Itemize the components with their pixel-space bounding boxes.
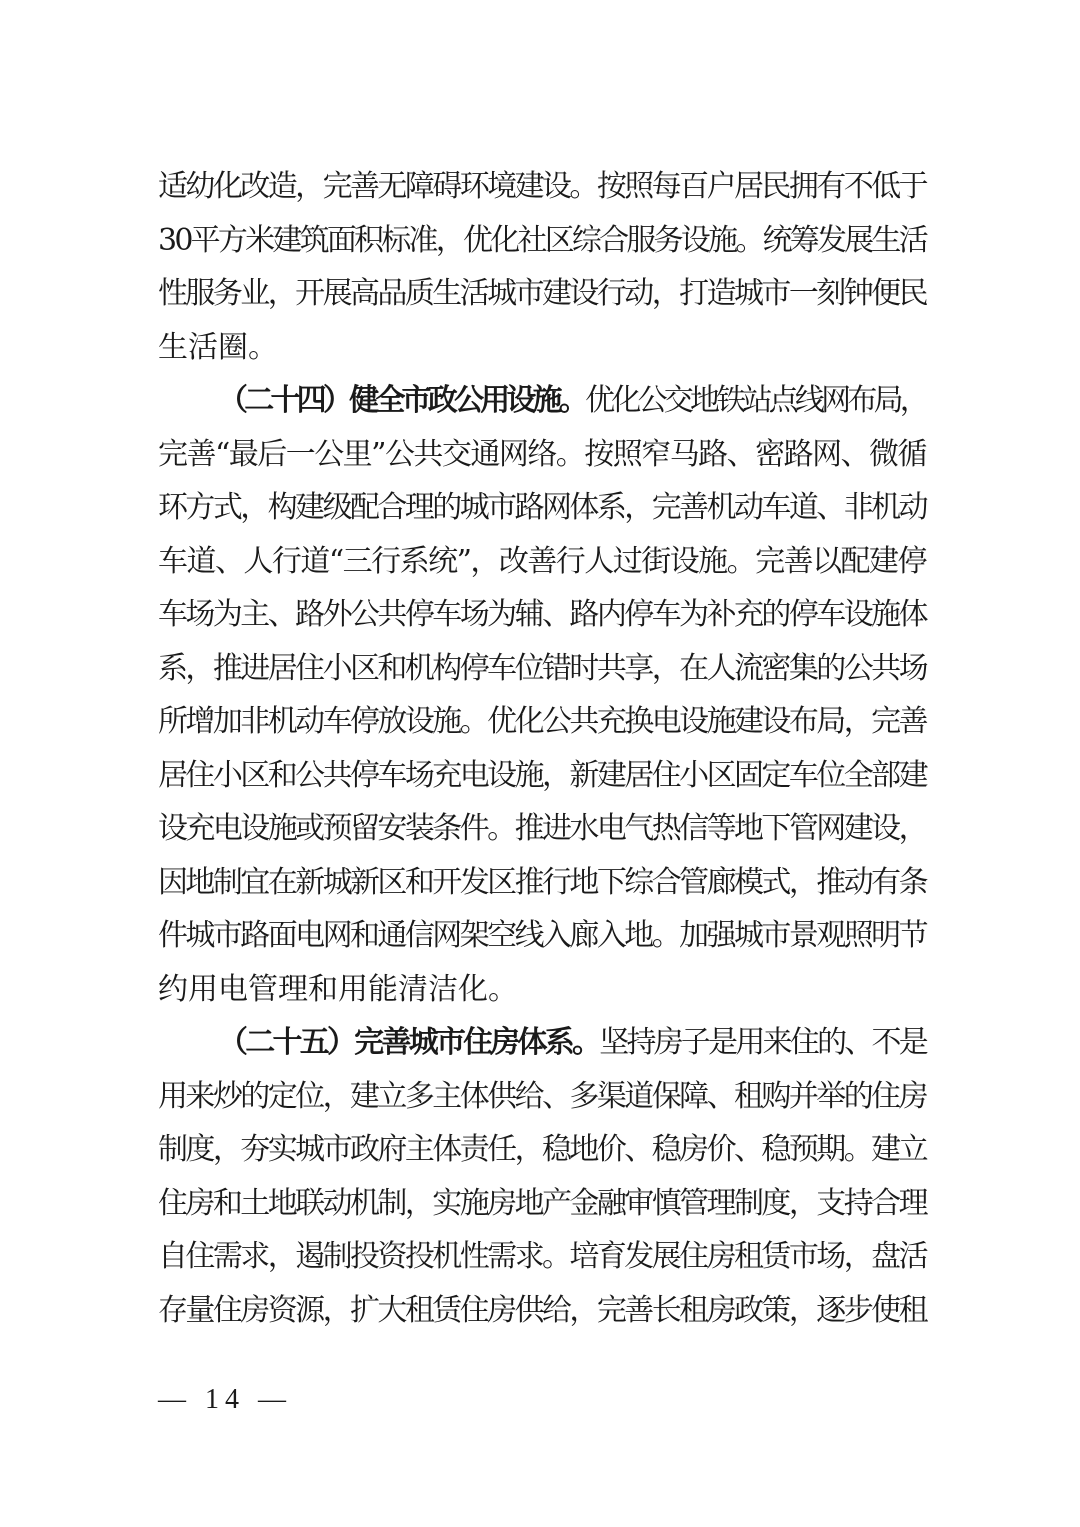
text-line — [158, 588, 926, 642]
line-text: 住房和土地联动机制，实施房地产金融审慎管理制度，支持合理 — [158, 1185, 926, 1221]
section-heading-line — [158, 374, 926, 428]
line-text: 车道、人行道“三行系统”，改善行人过街设施。完善以配建停 — [158, 543, 926, 579]
line-text: 完善“最后一公里”公共交通网络。按照窄马路、密路网、微循 — [158, 436, 926, 472]
text-line — [158, 535, 926, 589]
line-text: 生活圈。 — [158, 329, 278, 365]
text-line — [158, 214, 926, 268]
line-text: 因地制宜在新城新区和开发区推行地下综合管廊模式，推动有条 — [158, 864, 926, 900]
text-line — [158, 856, 926, 910]
line-text: 约用电管理和用能清洁化。 — [158, 971, 518, 1007]
text-line — [158, 963, 926, 1017]
text-line — [158, 1123, 926, 1177]
text-line — [158, 481, 926, 535]
section-heading-line — [158, 1016, 926, 1070]
line-text: 优化公交地铁站点线网布局， — [585, 383, 927, 418]
text-line — [158, 695, 926, 749]
line-text: 制度，夯实城市政府主体责任，稳地价、稳房价、稳预期。建立 — [158, 1132, 926, 1167]
line-text: 性服务业，开展高品质生活城市建设行动，打造城市一刻钟便民 — [158, 276, 926, 311]
line-text: 件城市路面电网和通信网架空线入廊入地。加强城市景观照明节 — [158, 918, 926, 953]
line-text: 坚持房子是用来住的、不是 — [599, 1025, 927, 1060]
text-line — [158, 428, 926, 482]
text-line — [158, 321, 926, 375]
line-text: 存量住房资源，扩大租赁住房供给，完善长租房政策，逐步使租 — [158, 1292, 926, 1328]
text-line — [158, 1177, 926, 1231]
line-text: 居住小区和公共停车场充电设施，新建居住小区固定车位全部建 — [158, 757, 926, 793]
line-text: 自住需求，遏制投资投机性需求。培育发展住房租赁市场，盘活 — [158, 1239, 926, 1274]
text-line — [158, 1230, 926, 1284]
line-text: 适幼化改造，完善无障碍环境建设。按照每百户居民拥有不低于 — [158, 169, 926, 204]
line-text: 用来炒的定位，建立多主体供给、多渠道保障、租购并举的住房 — [158, 1078, 926, 1114]
line-text: 车场为主、路外公共停车场为辅、路内停车为补充的停车设施体 — [158, 597, 926, 632]
text-line — [158, 1284, 926, 1338]
text-line — [158, 1070, 926, 1124]
line-text: 环方式，构建级配合理的城市路网体系，完善机动车道、非机动 — [158, 490, 926, 525]
line-text: 系，推进居住小区和机构停车位错时共享，在人流密集的公共场 — [158, 650, 926, 686]
text-line — [158, 160, 926, 214]
text-line — [158, 909, 926, 963]
line-text: 所增加非机动车停放设施。优化公共充换电设施建设布局，完善 — [158, 704, 926, 739]
text-line — [158, 267, 926, 321]
text-line — [158, 749, 926, 803]
line-text: 30平方米建筑面积标准，优化社区综合服务设施。统筹发展生活 — [158, 222, 926, 258]
page-number: — 14 — — [158, 1384, 292, 1415]
section-heading: （二十五）完善城市住房体系。 — [218, 1025, 600, 1060]
body-text — [158, 160, 926, 1337]
text-line — [158, 642, 926, 696]
text-line — [158, 802, 926, 856]
line-text: 设充电设施或预留安装条件。推进水电气热信等地下管网建设， — [158, 811, 926, 846]
section-heading: （二十四）健全市政公用设施。 — [218, 383, 586, 418]
